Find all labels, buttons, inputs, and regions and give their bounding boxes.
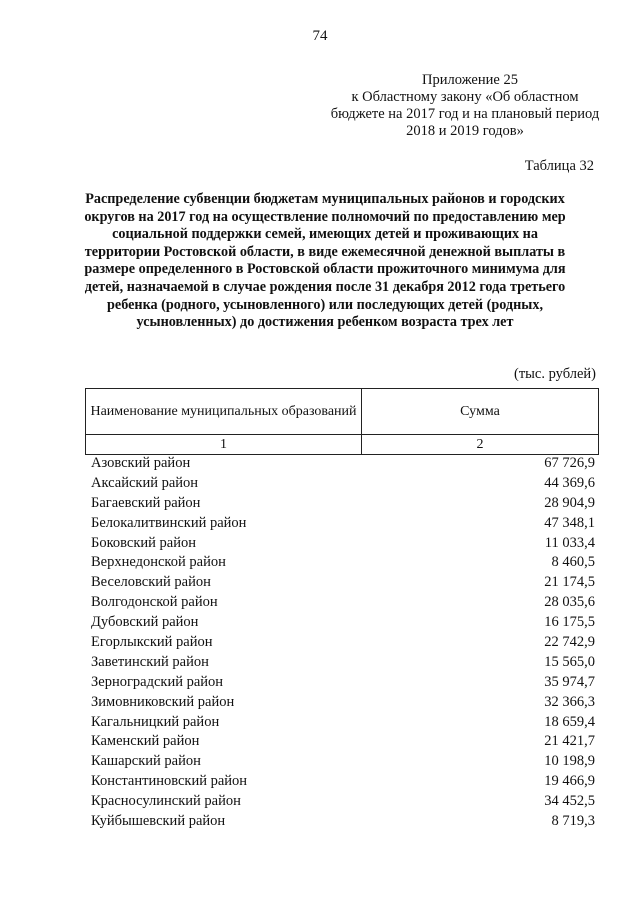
municipality-name: Багаевский район <box>91 494 201 511</box>
municipality-name: Боковский район <box>91 534 196 551</box>
subvention-amount: 34 452,5 <box>544 793 595 810</box>
table-header <box>85 388 599 455</box>
subvention-amount: 21 174,5 <box>544 574 595 591</box>
municipality-name: Веселовский район <box>91 574 211 591</box>
table-label: Таблица 32 <box>524 158 594 174</box>
column-header-sum: Сумма <box>362 389 599 435</box>
subvention-amount: 35 974,7 <box>544 673 595 690</box>
subvention-amount: 8 460,5 <box>551 554 595 571</box>
municipality-name: Зерноградский район <box>91 673 224 690</box>
table-row <box>91 494 595 514</box>
table-row <box>91 553 595 573</box>
column-number-2: 2 <box>362 435 599 455</box>
municipality-name: Егорлыкский район <box>91 634 213 651</box>
units-label: (тыс. рублей) <box>514 366 596 382</box>
municipality-name: Кашарский район <box>91 753 201 770</box>
municipality-name: Верхнедонской район <box>91 554 226 571</box>
municipality-name: Зимовниковский район <box>91 693 235 710</box>
column-number-1: 1 <box>86 435 362 455</box>
table-body <box>91 454 595 832</box>
table-row <box>91 772 595 792</box>
table-row <box>91 633 595 653</box>
table-row <box>91 534 595 554</box>
table-row <box>91 474 595 494</box>
municipality-name: Красносулинский район <box>91 793 241 810</box>
table-row <box>91 514 595 534</box>
subvention-amount: 28 904,9 <box>544 494 595 511</box>
municipality-name: Кагальницкий район <box>91 713 220 730</box>
table-row <box>91 673 595 693</box>
subvention-amount: 67 726,9 <box>544 455 595 471</box>
column-header-name: Наименование муниципальных образований <box>86 389 362 435</box>
municipality-name: Азовский район <box>91 455 191 471</box>
page-number: 74 <box>312 28 328 44</box>
municipality-name: Каменский район <box>91 733 200 750</box>
document-title: Распределение субвенции бюджетам муниципальных районов и городских округов на 2017 год на осуществление полномочий по предоставлению мер социальной поддержки семей, имеющих детей и проживающих на территории Ростовской области, в виде ежемесячной денежной выплаты в размере определенного в Ростовской области прожиточного минимума для детей, назначаемой в случае рождения после 31 декабря 2012 года третьего ребенка (родного, усыновленного) или последующих детей (родных, усыновленных) до достижения ребенком возраста трех лет <box>84 191 566 331</box>
subvention-amount: 22 742,9 <box>544 634 595 651</box>
subvention-amount: 32 366,3 <box>544 693 595 710</box>
municipality-name: Белокалитвинский район <box>91 514 247 531</box>
appendix-block <box>330 72 600 140</box>
table-row <box>91 752 595 772</box>
subvention-amount: 10 198,9 <box>544 753 595 770</box>
municipality-name: Волгодонской район <box>91 594 218 611</box>
subvention-amount: 16 175,5 <box>544 614 595 631</box>
municipality-name: Заветинский район <box>91 653 209 670</box>
table-row <box>91 593 595 613</box>
subvention-amount: 11 033,4 <box>544 534 595 551</box>
municipality-name: Константиновский район <box>91 773 248 790</box>
municipality-name: Куйбышевский район <box>91 813 226 830</box>
subvention-amount: 19 466,9 <box>544 773 595 790</box>
subvention-amount: 21 421,7 <box>544 733 595 750</box>
table-row <box>91 454 595 474</box>
subvention-amount: 15 565,0 <box>544 653 595 670</box>
municipality-name: Аксайский район <box>91 474 199 491</box>
subvention-amount: 47 348,1 <box>544 514 595 531</box>
appendix-reference: к Областному закону «Об областном бюджете на 2017 год и на плановый период 2018 и 2019 годов» <box>330 89 600 139</box>
table-row <box>91 613 595 633</box>
appendix-title: Приложение 25 <box>422 72 518 88</box>
table-row <box>91 653 595 673</box>
table-row <box>91 573 595 593</box>
table-row <box>91 693 595 713</box>
subvention-amount: 44 369,6 <box>544 474 595 491</box>
municipality-name: Дубовский район <box>91 614 199 631</box>
subvention-amount: 28 035,6 <box>544 594 595 611</box>
table-row <box>91 812 595 832</box>
table-row <box>91 792 595 812</box>
subvention-amount: 8 719,3 <box>551 813 595 830</box>
subvention-amount: 18 659,4 <box>544 713 595 730</box>
table-row <box>91 713 595 733</box>
table-row <box>91 732 595 752</box>
